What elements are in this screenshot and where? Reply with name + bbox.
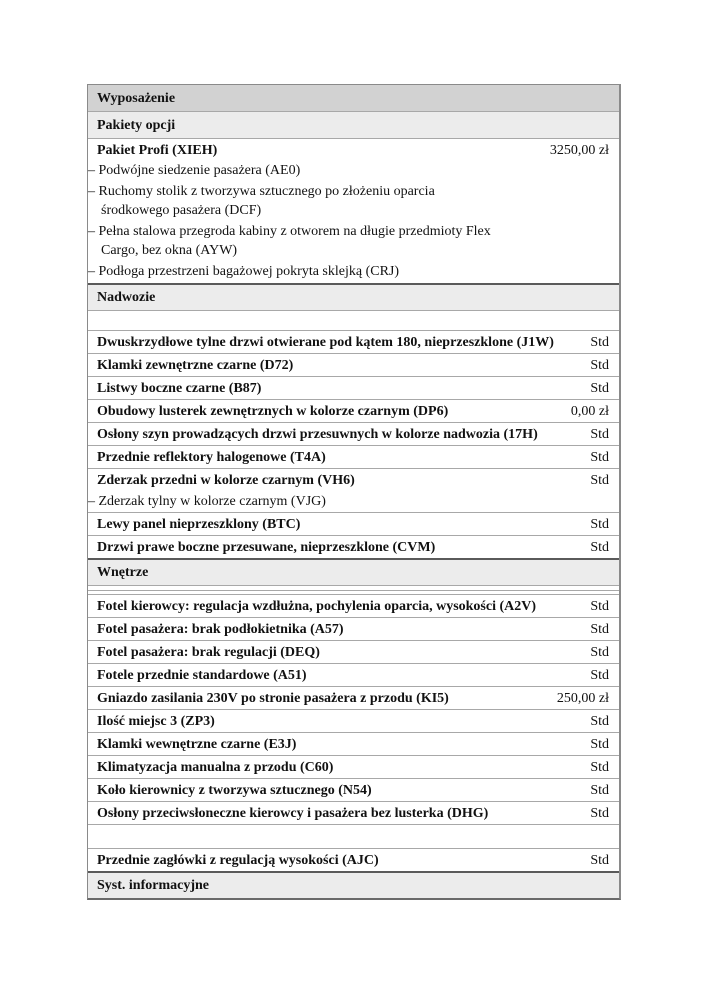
item-price: Std <box>590 760 609 775</box>
table-row <box>88 686 619 709</box>
package-content-text: – Podwójne siedzenie pasażera (AE0) <box>88 163 301 178</box>
table-row <box>88 640 619 663</box>
package-content-text: – Ruchomy stolik z tworzywa sztucznego po złożeniu oparcia <box>88 184 435 199</box>
table-row <box>88 617 619 640</box>
item-price: Std <box>590 668 609 683</box>
table-row <box>88 353 619 376</box>
item-label: Listwy boczne czarne (B87) <box>97 381 262 396</box>
table-row <box>88 399 619 422</box>
table-title-row <box>88 85 619 111</box>
table-row <box>88 330 619 353</box>
table-row <box>88 848 619 871</box>
item-price: Std <box>590 783 609 798</box>
section-header-interior <box>88 558 619 585</box>
table-row <box>88 376 619 399</box>
item-label: Fotel pasażera: brak regulacji (DEQ) <box>97 645 320 660</box>
item-label: Przednie reflektory halogenowe (T4A) <box>97 450 326 465</box>
item-label: Klimatyzacja manualna z przodu (C60) <box>97 760 334 775</box>
item-label: Fotel pasażera: brak podłokietnika (A57) <box>97 622 344 637</box>
section-header-info-systems <box>88 871 619 898</box>
package-content-item <box>88 222 538 260</box>
table-row <box>88 709 619 732</box>
item-price: Std <box>590 358 609 373</box>
section-header-body <box>88 283 619 310</box>
item-price: Std <box>590 450 609 465</box>
item-sub-label: – Zderzak tylny w kolorze czarnym (VJG) <box>88 494 326 509</box>
table-row <box>88 422 619 445</box>
item-label: Przednie zagłówki z regulacją wysokości (AJC) <box>97 853 379 868</box>
item-price: Std <box>590 599 609 614</box>
item-block <box>88 471 590 511</box>
item-price: Std <box>590 622 609 637</box>
table-row <box>88 445 619 468</box>
table-row <box>88 663 619 686</box>
section-title: Wnętrze <box>97 565 149 580</box>
table-row <box>88 512 619 535</box>
item-label: Zderzak przedni w kolorze czarnym (VH6) <box>97 473 355 488</box>
item-label: Gniazdo zasilania 230V po stronie pasażera z przodu (KI5) <box>97 691 449 706</box>
item-price: Std <box>590 473 609 488</box>
table-row <box>88 801 619 824</box>
item-price: Std <box>590 806 609 821</box>
table-row <box>88 594 619 617</box>
package-content-item <box>88 262 538 281</box>
item-price: Std <box>590 737 609 752</box>
package-content-text: – Pełna stalowa przegroda kabiny z otworem na długie przedmioty Flex <box>88 224 491 239</box>
item-label: Koło kierownicy z tworzywa sztucznego (N54) <box>97 783 372 798</box>
item-label: Osłony przeciwsłoneczne kierowcy i pasażera bez lusterka (DHG) <box>97 806 489 821</box>
package-content-text: – Podłoga przestrzeni bagażowej pokryta sklejką (CRJ) <box>88 264 400 279</box>
item-price: Std <box>590 540 609 555</box>
item-price: Std <box>590 517 609 532</box>
item-label: Obudowy lusterek zewnętrznych w kolorze czarnym (DP6) <box>97 404 449 419</box>
item-label: Klamki zewnętrzne czarne (D72) <box>97 358 294 373</box>
item-label: Lewy panel nieprzeszklony (BTC) <box>97 517 301 532</box>
item-price: Std <box>590 427 609 442</box>
item-price: 0,00 zł <box>570 404 609 419</box>
item-price: Std <box>590 714 609 729</box>
package-content-item <box>88 182 538 220</box>
item-price: Std <box>590 381 609 396</box>
spacer-row <box>88 824 619 848</box>
package-content-text-cont: Cargo, bez okna (AYW) <box>101 243 238 258</box>
package-content-text-cont: środkowego pasażera (DCF) <box>101 203 262 218</box>
table-row <box>88 468 619 512</box>
item-label: Drzwi prawe boczne przesuwane, nieprzeszklone (CVM) <box>97 540 436 555</box>
item-price: Std <box>590 335 609 350</box>
item-price: Std <box>590 853 609 868</box>
section-title: Syst. informacyjne <box>97 878 209 893</box>
table-row <box>88 732 619 755</box>
item-label: Ilość miejsc 3 (ZP3) <box>97 714 215 729</box>
section-header-options <box>88 111 619 138</box>
section-title: Nadwozie <box>97 290 156 305</box>
item-label: Fotel kierowcy: regulacja wzdłużna, pochylenia oparcia, wysokości (A2V) <box>97 599 537 614</box>
item-label: Dwuskrzydłowe tylne drzwi otwierane pod kątem 180, nieprzeszklone (J1W) <box>97 335 554 350</box>
section-title: Pakiety opcji <box>97 117 176 133</box>
package-content-item <box>88 161 538 180</box>
item-label: Fotele przednie standardowe (A51) <box>97 668 307 683</box>
package-block <box>88 141 550 281</box>
package-price: 3250,00 zł <box>549 143 609 158</box>
table-row <box>88 755 619 778</box>
equipment-table <box>87 84 621 900</box>
table-title: Wyposażenie <box>97 90 176 106</box>
item-price: 250,00 zł <box>556 691 609 706</box>
package-name: Pakiet Profi (XIEH) <box>97 143 218 158</box>
package-row <box>88 138 619 283</box>
item-label: Klamki wewnętrzne czarne (E3J) <box>97 737 297 752</box>
spacer-row <box>88 310 619 330</box>
item-label: Osłony szyn prowadzących drzwi przesuwnych w kolorze nadwozia (17H) <box>97 427 538 442</box>
table-row <box>88 535 619 558</box>
item-price: Std <box>590 645 609 660</box>
table-row <box>88 778 619 801</box>
